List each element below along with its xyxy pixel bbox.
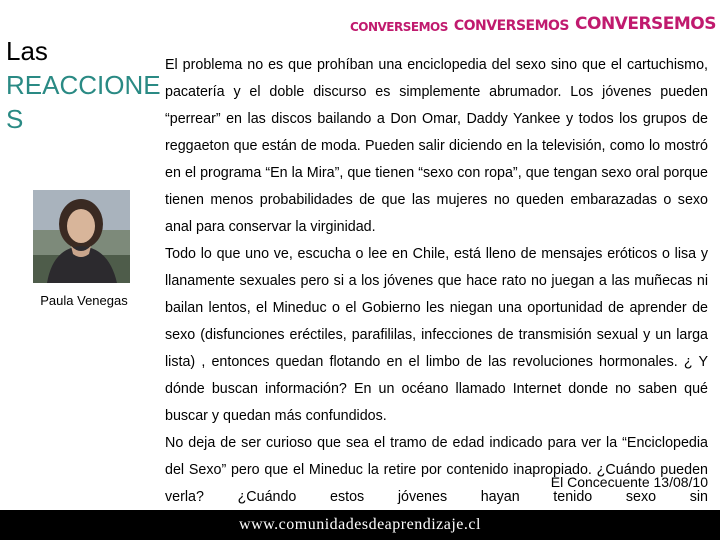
page-title xyxy=(6,34,176,136)
article-paragraph: El problema no es que prohíban una enciclopedia del sexo sino que el cartuchismo, pacatería y el doble discurso es simplemente abrumador. Los jóvenes pueden “perrear” en las discos bailando a Don Omar, Daddy Yankee y todos los grupos de reggaeton que están de moda. Pueden salir diciendo en la televisión, como lo mostró en el programa “En la Mira”, que tienen “sexo con ropa”, que tengan sexo oral porque tienen menos probabilidades de que las mujeres no queden embarazadas o sexo anal para conservar la virginidad. xyxy=(165,57,708,235)
title-line-3: S xyxy=(6,104,24,134)
brand-word-small: CONVERSEMOS xyxy=(349,20,448,34)
photo-caption: Paula Venegas xyxy=(40,293,128,308)
article-body xyxy=(165,52,708,511)
source-stamp: El Concecuente 13/08/10 xyxy=(550,474,708,490)
brand-word-medium: CONVERSEMOS xyxy=(453,18,570,34)
brand-header xyxy=(350,8,716,34)
brand-word-large: CONVERSEMOS xyxy=(575,14,716,34)
title-line-1: Las xyxy=(6,36,48,66)
portrait-image xyxy=(33,190,130,283)
title-line-2: REACCIONE xyxy=(6,70,161,100)
footer-url[interactable]: www.comunidadesdeaprendizaje.cl xyxy=(239,516,481,533)
author-photo xyxy=(33,190,130,283)
article-paragraph: No deja de ser curioso que sea el tramo de edad indicado para ver la “Enciclopedia del Sexo” pero que el Mineduc la retire por contenido inapropiado. ¿Cuándo pueden verla? ¿Cuándo estos jóvenes hayan tenido sexo sin xyxy=(165,435,708,505)
article-paragraph: Todo lo que uno ve, escucha o lee en Chile, está lleno de mensajes eróticos o lisa y llanamente sexuales pero si a los jóvenes que hace rato no juegan a las muñecas ni bailan lentos, el Mineduc o el Gobierno les niegan una oportunidad de aprender de sexo (disfunciones eréctiles, parafililas, infecciones de transmisión sexual y un larga lista) , entonces quedan flotando en el limbo de las revoluciones hormonales. ¿ Y dónde buscan información? En un océano llamado Internet donde no saben qué buscar y quedan más confundidos. xyxy=(165,246,708,424)
footer-bar xyxy=(0,510,720,540)
